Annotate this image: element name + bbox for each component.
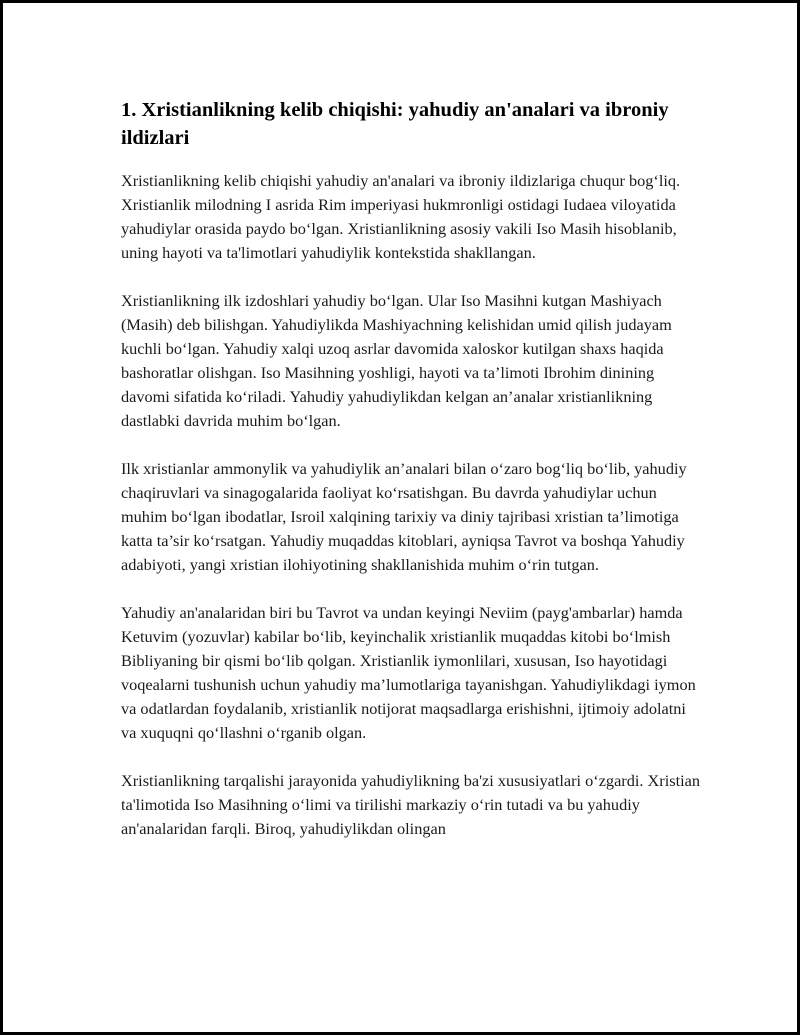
section-heading: 1. Xristianlikning kelib chiqishi: yahudiy an'analari va ibroniy ildizlari (121, 99, 669, 149)
document-body (121, 96, 701, 841)
paragraph-3: Ilk xristianlar ammonylik va yahudiylik an’analari bilan o‘zaro bog‘liq bo‘lib, yahudiy chaqiruvlari va sinagogalarida faoliyat ko‘rsatishgan. Bu davrda yahudiylar uchun muhim bo‘lgan ibodatlar, Isroil xalqining tarixiy va diniy tajribasi xristian ta’limotiga katta ta’sir ko‘rsatgan. Yahudiy muqaddas kitoblari, ayniqsa Tavrot va boshqa Yahudiy adabiyoti, yangi xristian ilohiyotining shakllanishida muhim o‘rin tutgan. (121, 459, 687, 574)
paragraph-5: Xristianlikning tarqalishi jarayonida yahudiylikning ba'zi xususiyatlari o‘zgardi. Xristian ta'limotida Iso Masihning o‘limi va tirilishi markaziy o‘rin tutadi va bu yahudiy an'analaridan farqli. Biroq, yahudiylikdan olingan (121, 771, 700, 838)
paragraph-4: Yahudiy an'analaridan biri bu Tavrot va undan keyingi Neviim (payg'ambarlar) hamda Ketuvim (yozuvlar) kabilar bo‘lib, keyinchalik xristianlik muqaddas kitobi bo‘lmish Bibliyaning bir qismi bo‘lib qolgan. Xristianlik iymonlilari, xususan, Iso hayotidagi voqealarni tushunish uchun yahudiy ma’lumotlariga tayanishgan. Yahudiylikdagi iymon va odatlardan foydalanib, xristianlik notijorat maqsadlarga erishishni, ijtimoiy adolatni va xuquqni qo‘llashni o‘rganib olgan. (121, 603, 696, 742)
paragraph-1: Xristianlikning kelib chiqishi yahudiy an'analari va ibroniy ildizlariga chuqur bog‘liq. Xristianlik milodning I asrida Rim imperiyasi hukmronligi ostidagi Iudaea viloyatida yahudiylar orasida paydo bo‘lgan. Xristianlikning asosiy vakili Iso Masih hisoblanib, uning hayoti va ta'limotlari yahudiylik kontekstida shakllangan. (121, 171, 681, 262)
paragraph-2: Xristianlikning ilk izdoshlari yahudiy bo‘lgan. Ular Iso Masihni kutgan Mashiyach (Masih) deb bilishgan. Yahudiylikda Mashiyachning kelishidan umid qilish judayam kuchli bo‘lgan. Yahudiy xalqi uzoq asrlar davomida xaloskor kutilgan shaxs haqida bashoratlar olishgan. Iso Masihning yoshligi, hayoti va ta’limoti Ibrohim dinining davomi sifatida ko‘riladi. Yahudiy yahudiylikdan kelgan an’analar xristianlikning dastlabki davrida muhim bo‘lgan. (121, 291, 672, 430)
